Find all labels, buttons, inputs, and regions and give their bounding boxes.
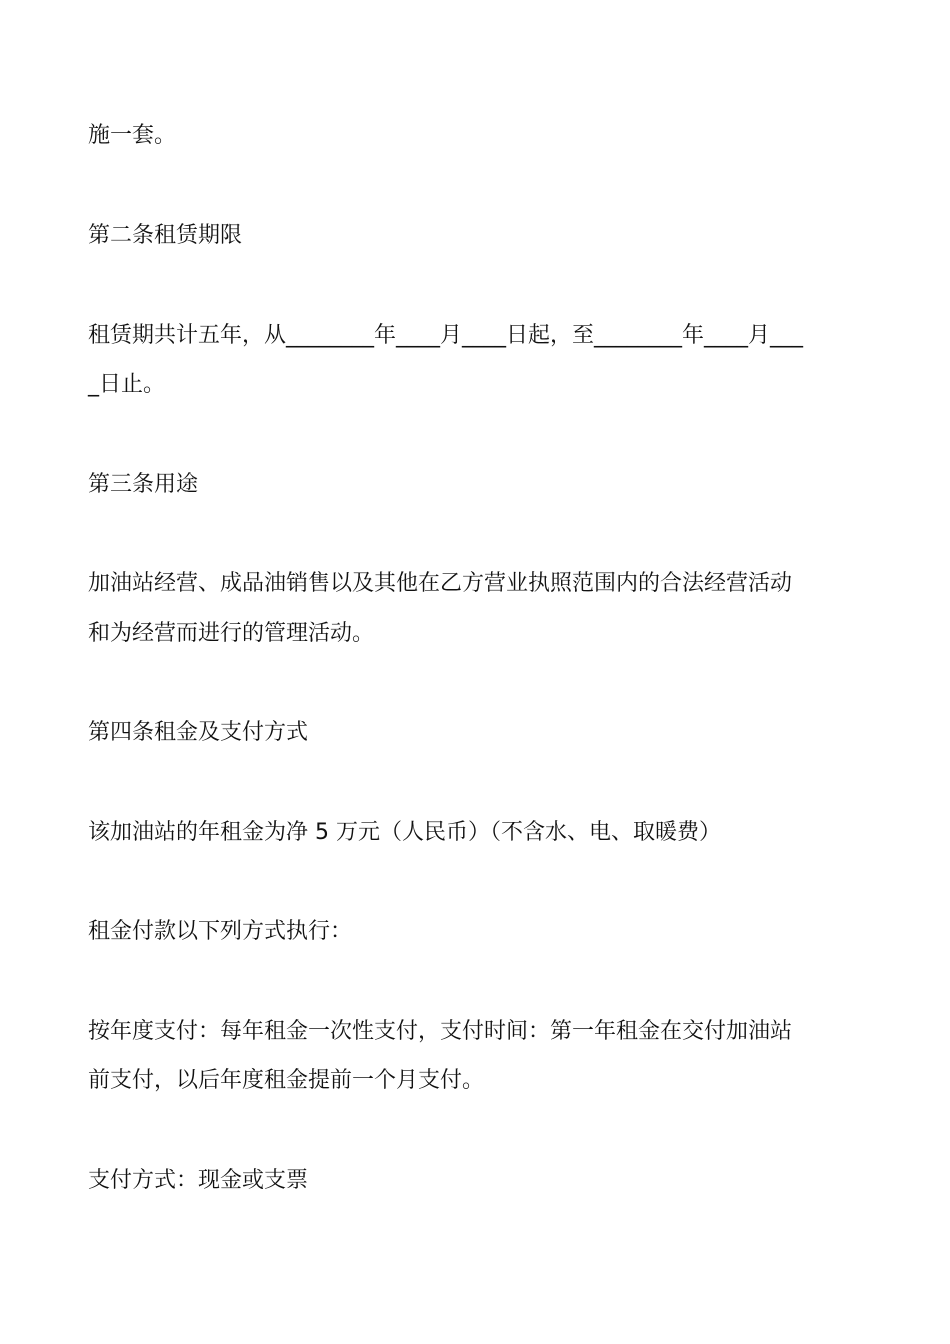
text-line-purpose-continued: 和为经营而进行的管理活动。 [88, 621, 375, 646]
section-heading-rent-payment: 第四条租金及支付方式 [88, 720, 309, 745]
text-line-annual-rent: 该加油站的年租金为净 5 万元（人民币）（不含水、电、取暖费） [88, 820, 721, 845]
text-line-annual-payment: 按年度支付：每年租金一次性支付，支付时间：第一年租金在交付加油站 [88, 1019, 793, 1044]
text-line-annual-payment-continued: 前支付，以后年度租金提前一个月支付。 [88, 1068, 485, 1093]
text-line-payment-method: 支付方式：现金或支票 [88, 1168, 309, 1193]
text-line-payment-methods-intro: 租金付款以下列方式执行： [88, 919, 353, 944]
text-line-purpose: 加油站经营、成品油销售以及其他在乙方营业执照范围内的合法经营活动 [88, 571, 793, 596]
text-line-continuation: 施一套。 [88, 123, 177, 148]
section-heading-lease-term: 第二条租赁期限 [88, 223, 243, 248]
section-heading-purpose: 第三条用途 [88, 472, 199, 497]
text-line-lease-period: 租赁期共计五年，从________年____月____日起，至________年____月___ [88, 323, 804, 348]
text-line-lease-period-end: _日止。 [88, 372, 166, 397]
